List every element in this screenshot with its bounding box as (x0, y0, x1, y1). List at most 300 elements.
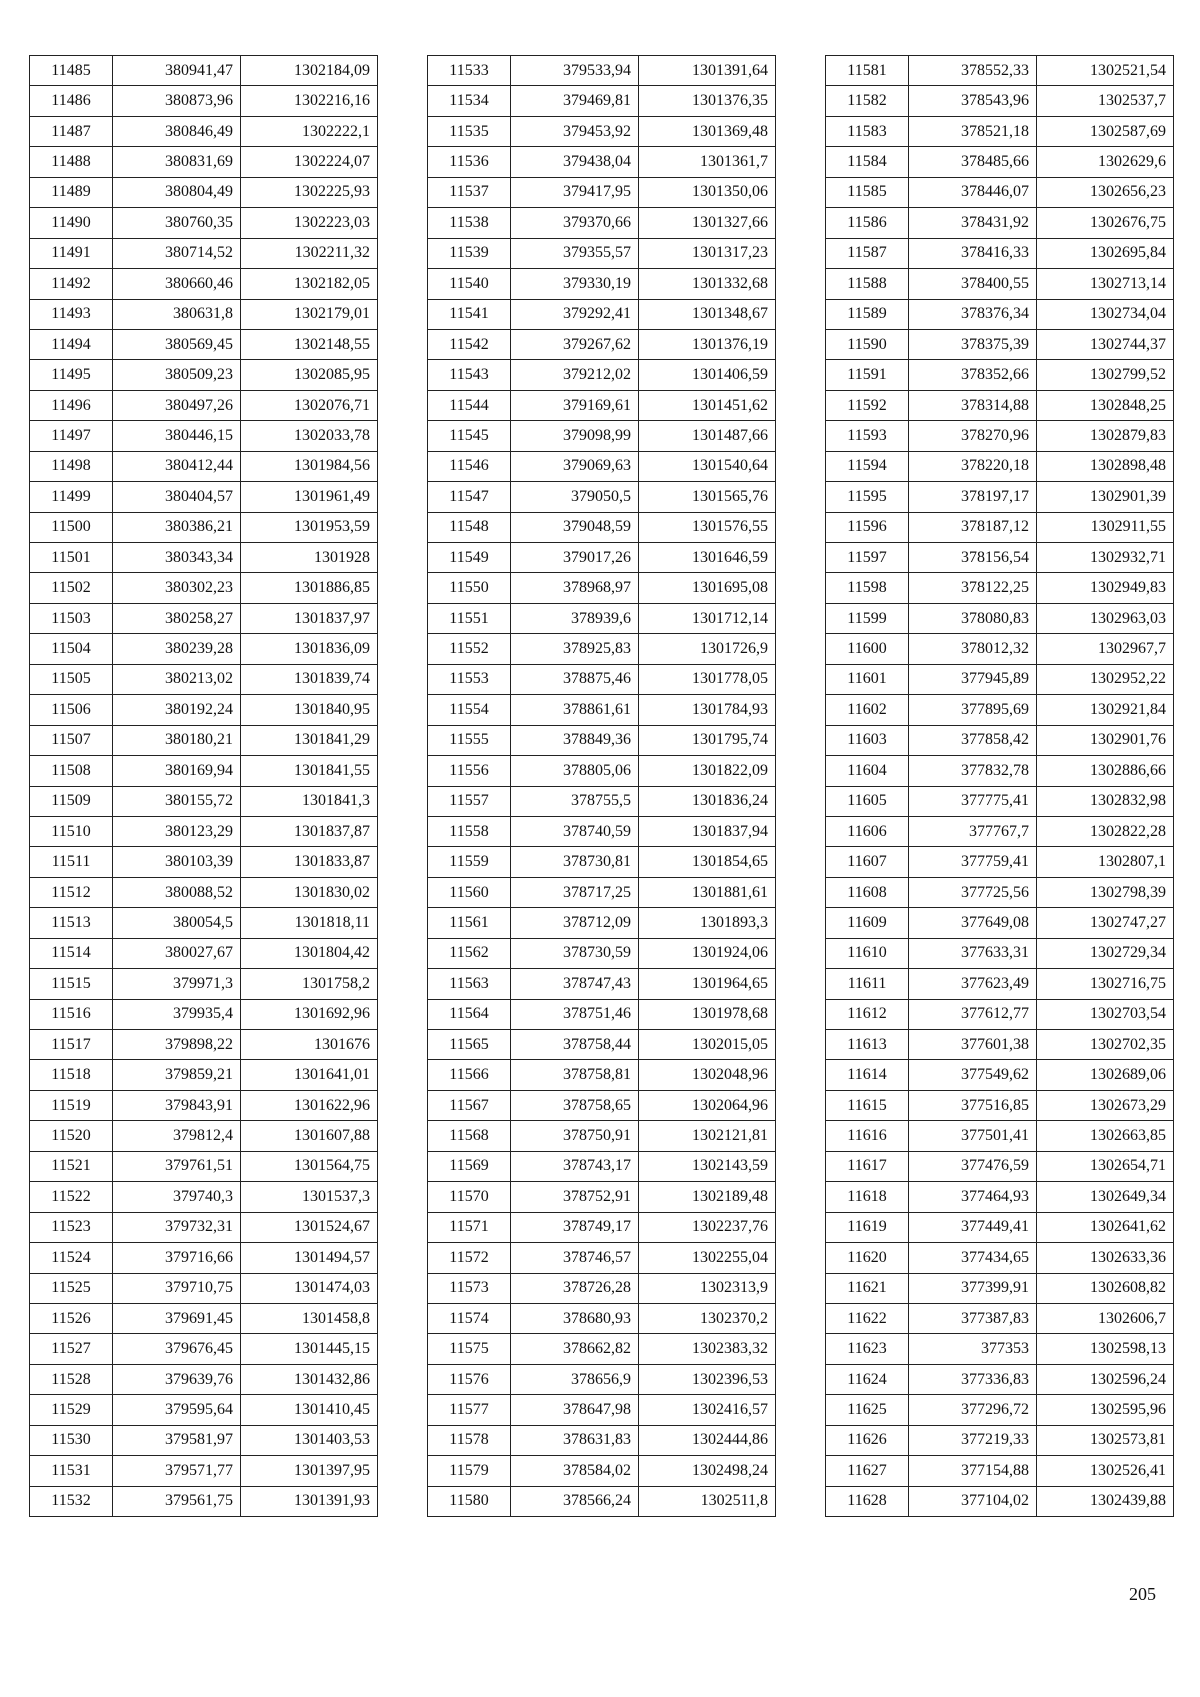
point-number-cell: 11504 (30, 634, 113, 664)
y-coordinate-cell: 1301537,3 (241, 1182, 378, 1212)
y-coordinate-cell: 1302911,55 (1037, 512, 1174, 542)
x-coordinate-cell: 380804,49 (113, 177, 241, 207)
point-number-cell: 11570 (428, 1182, 511, 1212)
point-number-cell: 11614 (826, 1060, 909, 1090)
x-coordinate-cell: 378352,66 (909, 360, 1037, 390)
y-coordinate-cell: 1301928 (241, 543, 378, 573)
x-coordinate-cell: 380302,23 (113, 573, 241, 603)
x-coordinate-cell: 379898,22 (113, 1030, 241, 1060)
table-row (428, 1090, 776, 1120)
point-number-cell: 11552 (428, 634, 511, 664)
y-coordinate-cell: 1302573,81 (1037, 1425, 1174, 1455)
table-row (826, 329, 1174, 359)
x-coordinate-cell: 379048,59 (511, 512, 639, 542)
y-coordinate-cell: 1301391,93 (241, 1486, 378, 1516)
y-coordinate-cell: 1302702,35 (1037, 1030, 1174, 1060)
point-number-cell: 11494 (30, 329, 113, 359)
table-row (826, 725, 1174, 755)
x-coordinate-cell: 378270,96 (909, 421, 1037, 451)
x-coordinate-cell: 378750,91 (511, 1121, 639, 1151)
point-number-cell: 11544 (428, 390, 511, 420)
table-row (30, 269, 378, 299)
table-row (428, 451, 776, 481)
x-coordinate-cell: 379017,26 (511, 543, 639, 573)
y-coordinate-cell: 1301836,09 (241, 634, 378, 664)
y-coordinate-cell: 1301854,65 (639, 847, 776, 877)
x-coordinate-cell: 379571,77 (113, 1456, 241, 1486)
y-coordinate-cell: 1301841,3 (241, 786, 378, 816)
point-number-cell: 11626 (826, 1425, 909, 1455)
point-number-cell: 11545 (428, 421, 511, 451)
y-coordinate-cell: 1302121,81 (639, 1121, 776, 1151)
table-row (30, 1273, 378, 1303)
x-coordinate-cell: 377516,85 (909, 1090, 1037, 1120)
point-number-cell: 11594 (826, 451, 909, 481)
y-coordinate-cell: 1302216,16 (241, 86, 378, 116)
point-number-cell: 11540 (428, 269, 511, 299)
table-row (428, 1121, 776, 1151)
x-coordinate-cell: 379595,64 (113, 1395, 241, 1425)
point-number-cell: 11583 (826, 116, 909, 146)
point-number-cell: 11493 (30, 299, 113, 329)
point-number-cell: 11539 (428, 238, 511, 268)
y-coordinate-cell: 1302689,06 (1037, 1060, 1174, 1090)
point-number-cell: 11619 (826, 1212, 909, 1242)
point-number-cell: 11524 (30, 1243, 113, 1273)
x-coordinate-cell: 377353 (909, 1334, 1037, 1364)
x-coordinate-cell: 379740,3 (113, 1182, 241, 1212)
y-coordinate-cell: 1302695,84 (1037, 238, 1174, 268)
point-number-cell: 11575 (428, 1334, 511, 1364)
y-coordinate-cell: 1301376,19 (639, 329, 776, 359)
x-coordinate-cell: 379169,61 (511, 390, 639, 420)
x-coordinate-cell: 378747,43 (511, 969, 639, 999)
table-row (826, 908, 1174, 938)
table-row (826, 1030, 1174, 1060)
point-number-cell: 11490 (30, 208, 113, 238)
table-row (30, 1030, 378, 1060)
y-coordinate-cell: 1302184,09 (241, 56, 378, 86)
point-number-cell: 11513 (30, 908, 113, 938)
y-coordinate-cell: 1302676,75 (1037, 208, 1174, 238)
y-coordinate-cell: 1302148,55 (241, 329, 378, 359)
x-coordinate-cell: 379069,63 (511, 451, 639, 481)
table-row (826, 482, 1174, 512)
y-coordinate-cell: 1302064,96 (639, 1090, 776, 1120)
table-row (30, 664, 378, 694)
table-row (826, 390, 1174, 420)
table-row (30, 116, 378, 146)
table-row (30, 1060, 378, 1090)
point-number-cell: 11604 (826, 756, 909, 786)
y-coordinate-cell: 1301726,9 (639, 634, 776, 664)
table-row (428, 816, 776, 846)
point-number-cell: 11537 (428, 177, 511, 207)
y-coordinate-cell: 1302832,98 (1037, 786, 1174, 816)
table-row (826, 1456, 1174, 1486)
table-row (826, 360, 1174, 390)
table-row (30, 360, 378, 390)
y-coordinate-cell: 1302734,04 (1037, 299, 1174, 329)
point-number-cell: 11585 (826, 177, 909, 207)
x-coordinate-cell: 380192,24 (113, 695, 241, 725)
point-number-cell: 11502 (30, 573, 113, 603)
y-coordinate-cell: 1302537,7 (1037, 86, 1174, 116)
point-number-cell: 11553 (428, 664, 511, 694)
table-row (30, 482, 378, 512)
table-row (826, 1060, 1174, 1090)
x-coordinate-cell: 378485,66 (909, 147, 1037, 177)
point-number-cell: 11613 (826, 1030, 909, 1060)
table-row (30, 1364, 378, 1394)
x-coordinate-cell: 378749,17 (511, 1212, 639, 1242)
x-coordinate-cell: 380404,57 (113, 482, 241, 512)
coordinates-table-1 (29, 55, 378, 1517)
y-coordinate-cell: 1301376,35 (639, 86, 776, 116)
point-number-cell: 11574 (428, 1303, 511, 1333)
y-coordinate-cell: 1302963,03 (1037, 603, 1174, 633)
x-coordinate-cell: 378717,25 (511, 877, 639, 907)
x-coordinate-cell: 378446,07 (909, 177, 1037, 207)
y-coordinate-cell: 1302223,03 (241, 208, 378, 238)
table-row (428, 147, 776, 177)
point-number-cell: 11556 (428, 756, 511, 786)
y-coordinate-cell: 1301474,03 (241, 1273, 378, 1303)
table-row (428, 1212, 776, 1242)
x-coordinate-cell: 378314,88 (909, 390, 1037, 420)
y-coordinate-cell: 1302932,71 (1037, 543, 1174, 573)
y-coordinate-cell: 1302952,22 (1037, 664, 1174, 694)
table-row (30, 1486, 378, 1516)
y-coordinate-cell: 1301839,74 (241, 664, 378, 694)
point-number-cell: 11514 (30, 938, 113, 968)
y-coordinate-cell: 1301953,59 (241, 512, 378, 542)
point-number-cell: 11526 (30, 1303, 113, 1333)
table-row (30, 56, 378, 86)
x-coordinate-cell: 378156,54 (909, 543, 1037, 573)
y-coordinate-cell: 1301487,66 (639, 421, 776, 451)
y-coordinate-cell: 1301403,53 (241, 1425, 378, 1455)
y-coordinate-cell: 1302606,7 (1037, 1303, 1174, 1333)
point-number-cell: 11567 (428, 1090, 511, 1120)
y-coordinate-cell: 1302848,25 (1037, 390, 1174, 420)
y-coordinate-cell: 1302255,04 (639, 1243, 776, 1273)
point-number-cell: 11549 (428, 543, 511, 573)
y-coordinate-cell: 1301350,06 (639, 177, 776, 207)
y-coordinate-cell: 1302085,95 (241, 360, 378, 390)
table-row (428, 238, 776, 268)
x-coordinate-cell: 377154,88 (909, 1456, 1037, 1486)
table-row (30, 177, 378, 207)
table-row (826, 1303, 1174, 1333)
y-coordinate-cell: 1301841,29 (241, 725, 378, 755)
table-row (826, 1273, 1174, 1303)
table-row (826, 116, 1174, 146)
y-coordinate-cell: 1301607,88 (241, 1121, 378, 1151)
y-coordinate-cell: 1302439,88 (1037, 1486, 1174, 1516)
point-number-cell: 11538 (428, 208, 511, 238)
point-number-cell: 11506 (30, 695, 113, 725)
point-number-cell: 11572 (428, 1243, 511, 1273)
table-row (428, 269, 776, 299)
point-number-cell: 11488 (30, 147, 113, 177)
point-number-cell: 11591 (826, 360, 909, 390)
x-coordinate-cell: 379050,5 (511, 482, 639, 512)
x-coordinate-cell: 377399,91 (909, 1273, 1037, 1303)
x-coordinate-cell: 378647,98 (511, 1395, 639, 1425)
point-number-cell: 11579 (428, 1456, 511, 1486)
x-coordinate-cell: 377434,65 (909, 1243, 1037, 1273)
point-number-cell: 11492 (30, 269, 113, 299)
point-number-cell: 11532 (30, 1486, 113, 1516)
x-coordinate-cell: 379212,02 (511, 360, 639, 390)
y-coordinate-cell: 1302521,54 (1037, 56, 1174, 86)
point-number-cell: 11496 (30, 390, 113, 420)
point-number-cell: 11598 (826, 573, 909, 603)
y-coordinate-cell: 1302182,05 (241, 269, 378, 299)
x-coordinate-cell: 380831,69 (113, 147, 241, 177)
x-coordinate-cell: 379732,31 (113, 1212, 241, 1242)
x-coordinate-cell: 378187,12 (909, 512, 1037, 542)
table-row (30, 908, 378, 938)
x-coordinate-cell: 379098,99 (511, 421, 639, 451)
y-coordinate-cell: 1302673,29 (1037, 1090, 1174, 1120)
y-coordinate-cell: 1302663,85 (1037, 1121, 1174, 1151)
point-number-cell: 11565 (428, 1030, 511, 1060)
point-number-cell: 11577 (428, 1395, 511, 1425)
x-coordinate-cell: 379581,97 (113, 1425, 241, 1455)
y-coordinate-cell: 1302396,53 (639, 1364, 776, 1394)
table-row (30, 1334, 378, 1364)
table-row (30, 1212, 378, 1242)
x-coordinate-cell: 377767,7 (909, 816, 1037, 846)
y-coordinate-cell: 1301712,14 (639, 603, 776, 633)
x-coordinate-cell: 380412,44 (113, 451, 241, 481)
point-number-cell: 11596 (826, 512, 909, 542)
y-coordinate-cell: 1302703,54 (1037, 999, 1174, 1029)
point-number-cell: 11550 (428, 573, 511, 603)
x-coordinate-cell: 380631,8 (113, 299, 241, 329)
x-coordinate-cell: 378400,55 (909, 269, 1037, 299)
y-coordinate-cell: 1302713,14 (1037, 269, 1174, 299)
y-coordinate-cell: 1302654,71 (1037, 1151, 1174, 1181)
table-row (30, 421, 378, 451)
x-coordinate-cell: 378743,17 (511, 1151, 639, 1181)
table-row (30, 786, 378, 816)
x-coordinate-cell: 377858,42 (909, 725, 1037, 755)
table-row (428, 177, 776, 207)
point-number-cell: 11592 (826, 390, 909, 420)
point-number-cell: 11589 (826, 299, 909, 329)
point-number-cell: 11487 (30, 116, 113, 146)
y-coordinate-cell: 1302886,66 (1037, 756, 1174, 786)
point-number-cell: 11588 (826, 269, 909, 299)
y-coordinate-cell: 1301646,59 (639, 543, 776, 573)
point-number-cell: 11595 (826, 482, 909, 512)
point-number-cell: 11503 (30, 603, 113, 633)
point-number-cell: 11602 (826, 695, 909, 725)
y-coordinate-cell: 1301804,42 (241, 938, 378, 968)
table-row (428, 116, 776, 146)
point-number-cell: 11576 (428, 1364, 511, 1394)
table-row (826, 664, 1174, 694)
table-row (428, 208, 776, 238)
point-number-cell: 11489 (30, 177, 113, 207)
y-coordinate-cell: 1302313,9 (639, 1273, 776, 1303)
x-coordinate-cell: 378875,46 (511, 664, 639, 694)
point-number-cell: 11497 (30, 421, 113, 451)
table-row (428, 421, 776, 451)
table-row (826, 999, 1174, 1029)
x-coordinate-cell: 380386,21 (113, 512, 241, 542)
y-coordinate-cell: 1301327,66 (639, 208, 776, 238)
table-row (826, 938, 1174, 968)
y-coordinate-cell: 1302179,01 (241, 299, 378, 329)
y-coordinate-cell: 1301841,55 (241, 756, 378, 786)
table-row (826, 816, 1174, 846)
point-number-cell: 11535 (428, 116, 511, 146)
y-coordinate-cell: 1302879,83 (1037, 421, 1174, 451)
table-row (826, 573, 1174, 603)
table-row (428, 1151, 776, 1181)
x-coordinate-cell: 378012,32 (909, 634, 1037, 664)
x-coordinate-cell: 377759,41 (909, 847, 1037, 877)
point-number-cell: 11536 (428, 147, 511, 177)
point-number-cell: 11568 (428, 1121, 511, 1151)
x-coordinate-cell: 380873,96 (113, 86, 241, 116)
table-row (30, 756, 378, 786)
x-coordinate-cell: 377104,02 (909, 1486, 1037, 1516)
y-coordinate-cell: 1302498,24 (639, 1456, 776, 1486)
y-coordinate-cell: 1302729,34 (1037, 938, 1174, 968)
point-number-cell: 11603 (826, 725, 909, 755)
x-coordinate-cell: 379716,66 (113, 1243, 241, 1273)
table-row (428, 969, 776, 999)
x-coordinate-cell: 378968,97 (511, 573, 639, 603)
x-coordinate-cell: 379267,62 (511, 329, 639, 359)
table-row (826, 208, 1174, 238)
x-coordinate-cell: 378861,61 (511, 695, 639, 725)
y-coordinate-cell: 1301886,85 (241, 573, 378, 603)
y-coordinate-cell: 1302211,32 (241, 238, 378, 268)
table-row (826, 847, 1174, 877)
y-coordinate-cell: 1302949,83 (1037, 573, 1174, 603)
point-number-cell: 11520 (30, 1121, 113, 1151)
table-row (826, 238, 1174, 268)
x-coordinate-cell: 377449,41 (909, 1212, 1037, 1242)
y-coordinate-cell: 1302798,39 (1037, 877, 1174, 907)
point-number-cell: 11605 (826, 786, 909, 816)
x-coordinate-cell: 380497,26 (113, 390, 241, 420)
x-coordinate-cell: 378752,91 (511, 1182, 639, 1212)
point-number-cell: 11555 (428, 725, 511, 755)
x-coordinate-cell: 378552,33 (909, 56, 1037, 86)
point-number-cell: 11517 (30, 1030, 113, 1060)
x-coordinate-cell: 377219,33 (909, 1425, 1037, 1455)
coordinates-table-3 (825, 55, 1174, 1517)
table-row (826, 1182, 1174, 1212)
x-coordinate-cell: 380846,49 (113, 116, 241, 146)
y-coordinate-cell: 1301924,06 (639, 938, 776, 968)
point-number-cell: 11624 (826, 1364, 909, 1394)
x-coordinate-cell: 378080,83 (909, 603, 1037, 633)
point-number-cell: 11587 (826, 238, 909, 268)
y-coordinate-cell: 1302898,48 (1037, 451, 1174, 481)
x-coordinate-cell: 377476,59 (909, 1151, 1037, 1181)
x-coordinate-cell: 378566,24 (511, 1486, 639, 1516)
table-row (826, 1334, 1174, 1364)
table-row (30, 1456, 378, 1486)
point-number-cell: 11543 (428, 360, 511, 390)
table-row (428, 360, 776, 390)
x-coordinate-cell: 378746,57 (511, 1243, 639, 1273)
point-number-cell: 11590 (826, 329, 909, 359)
table-row (428, 603, 776, 633)
y-coordinate-cell: 1301676 (241, 1030, 378, 1060)
table-row (826, 543, 1174, 573)
point-number-cell: 11530 (30, 1425, 113, 1455)
y-coordinate-cell: 1302015,05 (639, 1030, 776, 1060)
y-coordinate-cell: 1301565,76 (639, 482, 776, 512)
table-row (826, 299, 1174, 329)
x-coordinate-cell: 378416,33 (909, 238, 1037, 268)
y-coordinate-cell: 1301410,45 (241, 1395, 378, 1425)
table-row (826, 1121, 1174, 1151)
table-row (428, 543, 776, 573)
y-coordinate-cell: 1301361,7 (639, 147, 776, 177)
point-number-cell: 11599 (826, 603, 909, 633)
y-coordinate-cell: 1302587,69 (1037, 116, 1174, 146)
x-coordinate-cell: 380213,02 (113, 664, 241, 694)
y-coordinate-cell: 1301451,62 (639, 390, 776, 420)
table-row (428, 1273, 776, 1303)
x-coordinate-cell: 377387,83 (909, 1303, 1037, 1333)
x-coordinate-cell: 378122,25 (909, 573, 1037, 603)
table-row (428, 512, 776, 542)
table-row (428, 1060, 776, 1090)
y-coordinate-cell: 1301795,74 (639, 725, 776, 755)
x-coordinate-cell: 378197,17 (909, 482, 1037, 512)
point-number-cell: 11566 (428, 1060, 511, 1090)
table-row (826, 86, 1174, 116)
point-number-cell: 11608 (826, 877, 909, 907)
table-row (428, 877, 776, 907)
y-coordinate-cell: 1301494,57 (241, 1243, 378, 1273)
table-row (428, 1486, 776, 1516)
y-coordinate-cell: 1302656,23 (1037, 177, 1174, 207)
table-row (428, 756, 776, 786)
table-row (826, 634, 1174, 664)
x-coordinate-cell: 378740,59 (511, 816, 639, 846)
y-coordinate-cell: 1302716,75 (1037, 969, 1174, 999)
point-number-cell: 11516 (30, 999, 113, 1029)
table-row (826, 1212, 1174, 1242)
x-coordinate-cell: 379355,57 (511, 238, 639, 268)
y-coordinate-cell: 1301391,64 (639, 56, 776, 86)
table-row (30, 1121, 378, 1151)
y-coordinate-cell: 1301830,02 (241, 877, 378, 907)
x-coordinate-cell: 378584,02 (511, 1456, 639, 1486)
point-number-cell: 11564 (428, 999, 511, 1029)
y-coordinate-cell: 1301837,97 (241, 603, 378, 633)
table-row (30, 1182, 378, 1212)
point-number-cell: 11569 (428, 1151, 511, 1181)
x-coordinate-cell: 377501,41 (909, 1121, 1037, 1151)
y-coordinate-cell: 1302225,93 (241, 177, 378, 207)
table-row (30, 725, 378, 755)
table-row (30, 938, 378, 968)
y-coordinate-cell: 1302383,32 (639, 1334, 776, 1364)
